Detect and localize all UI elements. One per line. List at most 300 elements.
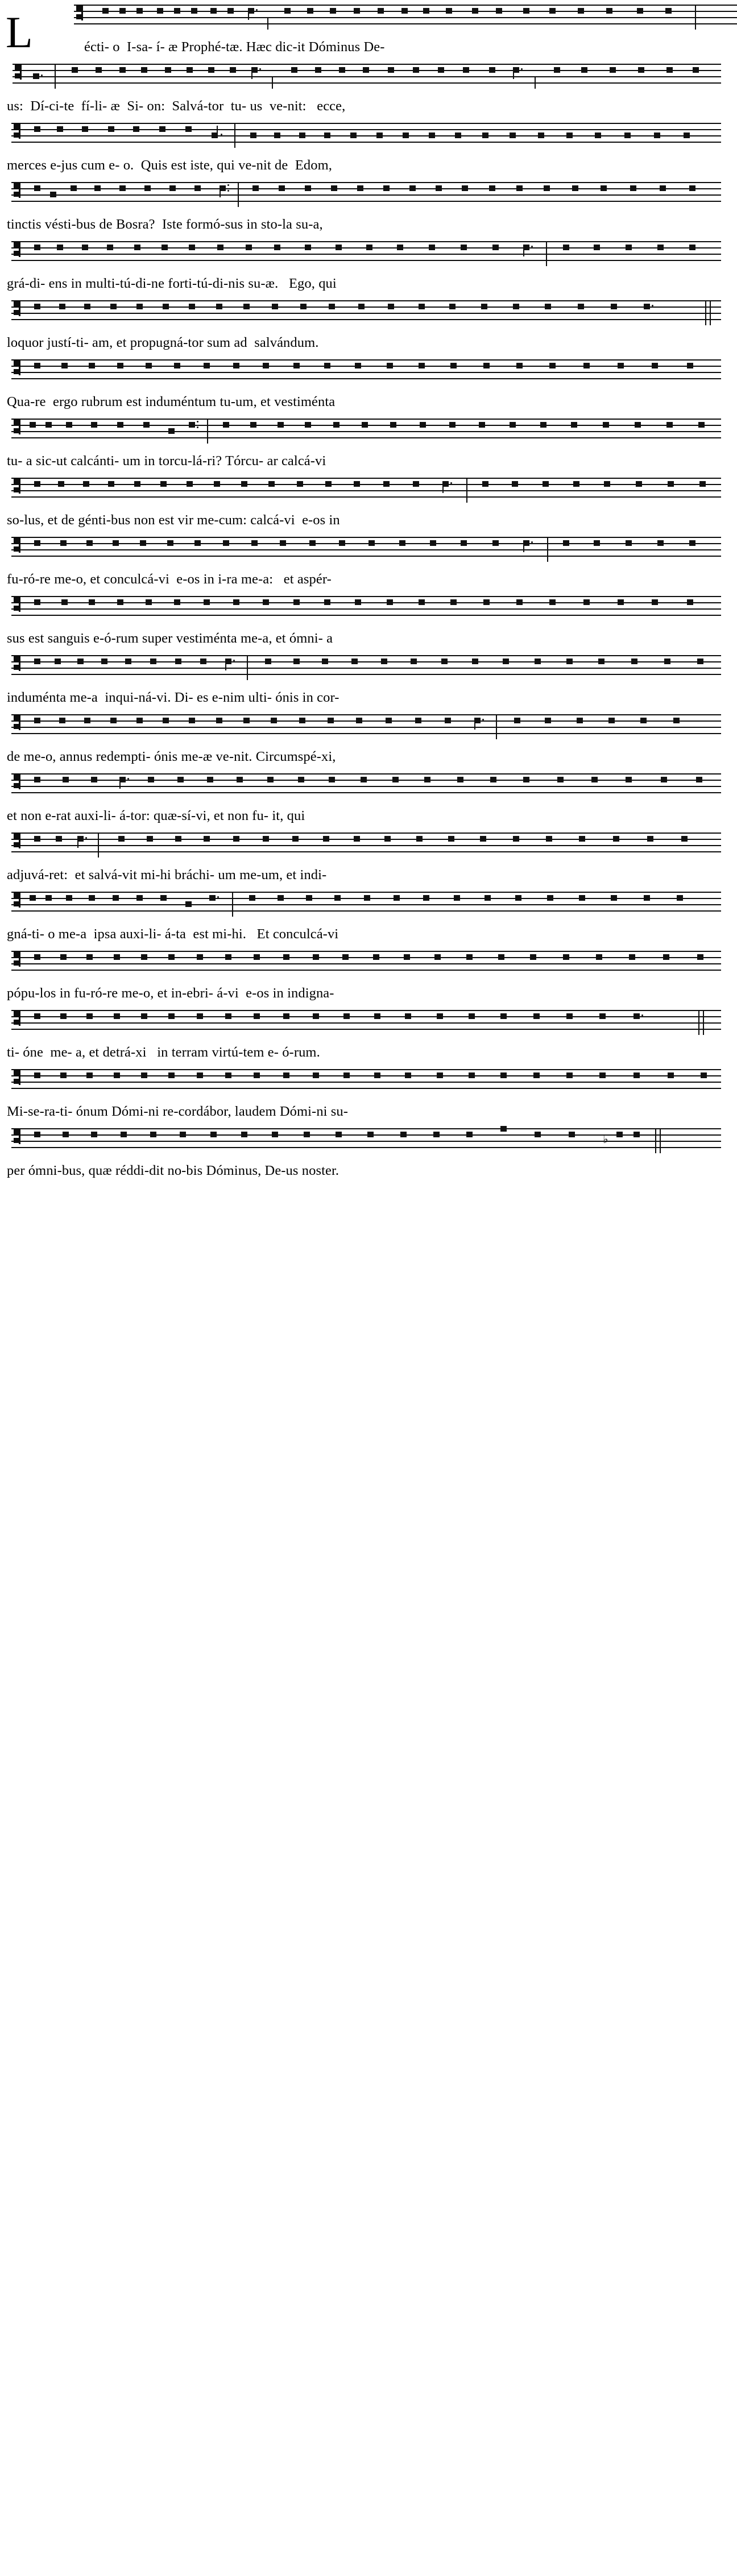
note (107, 245, 113, 250)
note (59, 304, 65, 309)
staff-18 (11, 1005, 721, 1041)
note (481, 304, 487, 309)
note (549, 599, 556, 605)
do-clef-icon (14, 538, 26, 553)
note (233, 836, 239, 842)
barline-half (695, 5, 696, 30)
do-clef-icon (14, 361, 26, 375)
note (469, 1013, 475, 1019)
note (58, 481, 64, 487)
chant-system-12 (0, 651, 737, 710)
note (583, 363, 590, 368)
note (125, 659, 131, 664)
note (185, 901, 192, 907)
note (50, 192, 56, 197)
note (401, 8, 408, 14)
punctum-mora-dot (227, 190, 229, 192)
note (119, 67, 126, 73)
chant-system-3 (0, 118, 737, 177)
note (516, 185, 523, 191)
note (629, 954, 635, 960)
note (91, 777, 97, 782)
note (699, 481, 706, 487)
note (638, 67, 644, 73)
note (373, 954, 379, 960)
barline-full (247, 655, 248, 680)
staff-3 (11, 118, 721, 154)
note (489, 185, 495, 191)
note (689, 540, 695, 546)
note (150, 1132, 156, 1137)
staff-lines-6 (11, 300, 721, 325)
note (429, 245, 435, 250)
note (230, 67, 236, 73)
note (424, 777, 430, 782)
note (368, 540, 375, 546)
note (644, 304, 650, 309)
note (225, 1013, 231, 1019)
note (117, 599, 123, 605)
note (293, 659, 300, 664)
do-clef-icon (14, 124, 26, 139)
note (160, 895, 167, 901)
note (268, 481, 275, 487)
barline-double (703, 1010, 704, 1035)
note (448, 836, 454, 842)
note (309, 540, 316, 546)
note (159, 126, 165, 132)
barline-double (698, 1010, 699, 1035)
do-clef-icon (14, 183, 26, 198)
note (160, 481, 167, 487)
note (599, 1072, 606, 1078)
note (383, 481, 390, 487)
note (363, 67, 369, 73)
note (84, 718, 90, 723)
note (45, 895, 52, 901)
lyrics-line-1: écti- o I-sa- í- æ Prophé-tæ. Hæc dic-it Dóminus De- (84, 39, 385, 55)
note (293, 363, 300, 368)
note (323, 836, 329, 842)
note (305, 245, 311, 250)
chant-system-1 (0, 0, 737, 59)
note (394, 895, 400, 901)
note (34, 481, 40, 487)
note (233, 599, 239, 605)
note (596, 954, 602, 960)
note (209, 895, 216, 901)
note (640, 718, 647, 723)
note (383, 185, 390, 191)
note (351, 659, 358, 664)
note (307, 8, 313, 14)
note (634, 1072, 640, 1078)
note (343, 1013, 350, 1019)
note (634, 1013, 640, 1019)
note (500, 1126, 507, 1132)
note (472, 659, 478, 664)
note (60, 1072, 67, 1078)
note (701, 1072, 707, 1078)
note (387, 363, 393, 368)
staff-lines-5 (11, 241, 721, 266)
staff-lines-8 (11, 419, 721, 444)
note (225, 1072, 231, 1078)
note (162, 245, 168, 250)
note (479, 422, 485, 428)
note (168, 428, 175, 434)
note (449, 304, 456, 309)
note (82, 126, 88, 132)
note (429, 132, 435, 138)
note (578, 304, 584, 309)
note (63, 777, 69, 782)
note (283, 1072, 289, 1078)
do-clef-icon (14, 479, 26, 494)
lyrics-line-6: loquor justí-ti- am, et propugná-tor sum ad salvándum. (7, 335, 319, 350)
note (248, 8, 254, 14)
note (566, 1013, 573, 1019)
lyrics-line-7: Qua-re ergo rubrum est induméntum tu-um, et vestiménta (7, 394, 336, 409)
note (297, 481, 303, 487)
note (563, 245, 569, 250)
note (113, 540, 119, 546)
chant-system-9 (0, 473, 737, 532)
do-clef-icon (76, 6, 89, 20)
note (66, 895, 72, 901)
note (34, 718, 40, 723)
note (313, 1013, 319, 1019)
note (61, 363, 68, 368)
do-clef-icon (14, 597, 26, 612)
note (57, 245, 63, 250)
note (404, 954, 410, 960)
staff-20 (11, 1124, 721, 1159)
note (673, 718, 680, 723)
note (187, 67, 193, 73)
note (315, 67, 321, 73)
note (626, 540, 632, 546)
note (413, 481, 419, 487)
note (189, 304, 195, 309)
note (442, 481, 449, 487)
note (141, 67, 147, 73)
staff-lines-17 (11, 951, 721, 976)
note (594, 540, 600, 546)
note (434, 954, 441, 960)
note (306, 895, 312, 901)
note (523, 245, 529, 250)
do-clef-icon (14, 1011, 26, 1026)
note (194, 185, 201, 191)
note (450, 363, 457, 368)
lyrics-line-13: de me-o, annus redempti- ónis me-æ ve-nit. Circumspé-xi, (7, 749, 336, 764)
note (579, 836, 585, 842)
note (436, 185, 442, 191)
note (330, 8, 336, 14)
note (59, 718, 65, 723)
note (654, 132, 660, 138)
note (664, 659, 670, 664)
note (485, 895, 491, 901)
note (284, 8, 291, 14)
note (510, 132, 516, 138)
note (573, 481, 579, 487)
note (616, 1132, 623, 1137)
note (168, 954, 175, 960)
note (329, 777, 335, 782)
note (594, 245, 600, 250)
note (263, 599, 269, 605)
barline-full (466, 478, 467, 503)
note (416, 836, 423, 842)
note (243, 304, 250, 309)
note (603, 422, 609, 428)
note (283, 954, 289, 960)
staff-lines-16 (11, 892, 721, 917)
chant-system-14 (0, 769, 737, 828)
lyrics-line-11: sus est sanguis e-ó-rum super vestiménta me-a, et ómni- a (7, 631, 333, 646)
note (684, 132, 690, 138)
note (34, 1013, 40, 1019)
note (350, 132, 357, 138)
lyrics-line-9: so-lus, et de génti-bus non est vir me-cum: calcá-vi e-os in (7, 512, 340, 528)
note (250, 132, 256, 138)
note (60, 1013, 67, 1019)
note (461, 540, 467, 546)
note (618, 599, 624, 605)
note (437, 1072, 443, 1078)
note (77, 836, 84, 842)
note (624, 132, 631, 138)
note (94, 185, 101, 191)
note (157, 8, 163, 14)
barline-full (207, 419, 208, 444)
note (117, 422, 123, 428)
note (72, 67, 78, 73)
note (147, 836, 153, 842)
note (466, 954, 473, 960)
note (34, 1072, 40, 1078)
note (271, 718, 277, 723)
note (462, 185, 468, 191)
note (325, 481, 332, 487)
note (513, 836, 519, 842)
note (210, 8, 217, 14)
note (86, 954, 93, 960)
note (322, 659, 328, 664)
note (324, 132, 330, 138)
note (454, 895, 460, 901)
staff-lines-19 (11, 1069, 721, 1094)
staff-lines-14 (11, 773, 721, 798)
note (189, 422, 195, 428)
lyrics-line-19: Mi-se-ra-ti- ónum Dómi-ni re-cordábor, laudem Dómi-ni su- (7, 1104, 349, 1119)
note (355, 363, 361, 368)
lyrics-line-5: grá-di- ens in multi-tú-di-ne forti-tú-di-nis su-æ. Ego, qui (7, 276, 337, 291)
note (174, 599, 180, 605)
note (194, 540, 201, 546)
note (185, 126, 192, 132)
staff-12 (11, 651, 721, 686)
staff-lines-9 (11, 478, 721, 503)
note (626, 245, 632, 250)
note (299, 132, 305, 138)
note (278, 422, 284, 428)
barline-double (710, 300, 711, 325)
note (333, 422, 339, 428)
note (144, 185, 151, 191)
note (263, 363, 269, 368)
note (272, 304, 278, 309)
note (455, 132, 461, 138)
do-clef-icon (14, 420, 26, 434)
note (483, 599, 490, 605)
note (304, 1132, 310, 1137)
note (581, 67, 587, 73)
note (214, 481, 220, 487)
note (167, 540, 173, 546)
note (503, 659, 509, 664)
note (634, 1132, 640, 1137)
note (599, 1013, 606, 1019)
note (441, 659, 448, 664)
note (483, 363, 490, 368)
note (267, 777, 274, 782)
note (150, 659, 156, 664)
note (34, 185, 40, 191)
lyrics-line-15: adjuvá-ret: et salvá-vit mi-hi bráchi- um me-um, et indi- (7, 867, 327, 883)
staff-19 (11, 1065, 721, 1100)
note (134, 481, 140, 487)
note (665, 8, 672, 14)
note (463, 67, 469, 73)
note (405, 1072, 411, 1078)
note (492, 245, 499, 250)
barline-full (238, 182, 239, 207)
punctum-mora-dot (227, 184, 229, 186)
chant-system-19 (0, 1065, 737, 1124)
note (367, 1132, 374, 1137)
note (108, 481, 114, 487)
staff-lines-12 (11, 655, 721, 680)
note (291, 67, 297, 73)
punctum-mora-dot (197, 426, 198, 428)
note (114, 1013, 120, 1019)
note (554, 67, 560, 73)
note (86, 1072, 93, 1078)
note (608, 718, 615, 723)
note (34, 540, 40, 546)
barline-full (55, 64, 56, 89)
note (274, 132, 280, 138)
note (254, 954, 260, 960)
note (583, 599, 590, 605)
staff-17 (11, 946, 721, 981)
note (241, 481, 247, 487)
note (356, 718, 362, 723)
note (84, 304, 90, 309)
note (175, 659, 181, 664)
chant-system-2 (0, 59, 737, 118)
note (482, 132, 488, 138)
barline-quarter (272, 76, 273, 89)
note (300, 304, 307, 309)
note (265, 659, 271, 664)
note (113, 895, 119, 901)
note (204, 363, 210, 368)
note (666, 67, 673, 73)
note (355, 599, 361, 605)
note (225, 954, 231, 960)
note (117, 363, 123, 368)
note (496, 8, 502, 14)
staff-9 (11, 473, 721, 508)
note (397, 245, 403, 250)
note (530, 954, 536, 960)
chant-system-13 (0, 710, 737, 769)
note (96, 67, 102, 73)
note (336, 245, 342, 250)
note (210, 1132, 217, 1137)
note (250, 422, 256, 428)
note (469, 1072, 475, 1078)
note (354, 8, 360, 14)
staff-lines-20 (11, 1128, 721, 1153)
note (168, 1013, 175, 1019)
staff-6 (11, 296, 721, 331)
do-clef-icon (14, 952, 26, 967)
note (292, 836, 299, 842)
chant-system-7 (0, 355, 737, 414)
barline-full (547, 537, 548, 562)
note (610, 67, 616, 73)
note (146, 363, 152, 368)
note (207, 777, 213, 782)
note (331, 185, 337, 191)
lyrics-line-10: fu-ró-re me-o, et conculcá-vi e-os in i-ra me-a: et aspér- (7, 571, 332, 587)
note (60, 540, 67, 546)
note (698, 422, 705, 428)
note (437, 1013, 443, 1019)
note (249, 895, 255, 901)
note (77, 659, 84, 664)
staff-11 (11, 591, 721, 627)
note (233, 363, 239, 368)
note (445, 718, 451, 723)
do-clef-icon (15, 65, 27, 80)
note (480, 836, 486, 842)
note (305, 185, 311, 191)
note (243, 718, 250, 723)
note (148, 777, 154, 782)
note (55, 659, 61, 664)
note (114, 1072, 120, 1078)
note (197, 954, 203, 960)
staff-15 (11, 828, 721, 863)
note (535, 659, 541, 664)
barline-quarter (267, 17, 268, 30)
do-clef-icon (14, 715, 26, 730)
note (216, 304, 222, 309)
note (34, 777, 40, 782)
note (578, 8, 584, 14)
note (604, 481, 610, 487)
note (438, 67, 444, 73)
note (141, 1013, 147, 1019)
note (637, 8, 643, 14)
lyrics-line-14: et non e-rat auxi-li- á-tor: quæ-sí-vi, et non fu- it, qui (7, 808, 305, 823)
